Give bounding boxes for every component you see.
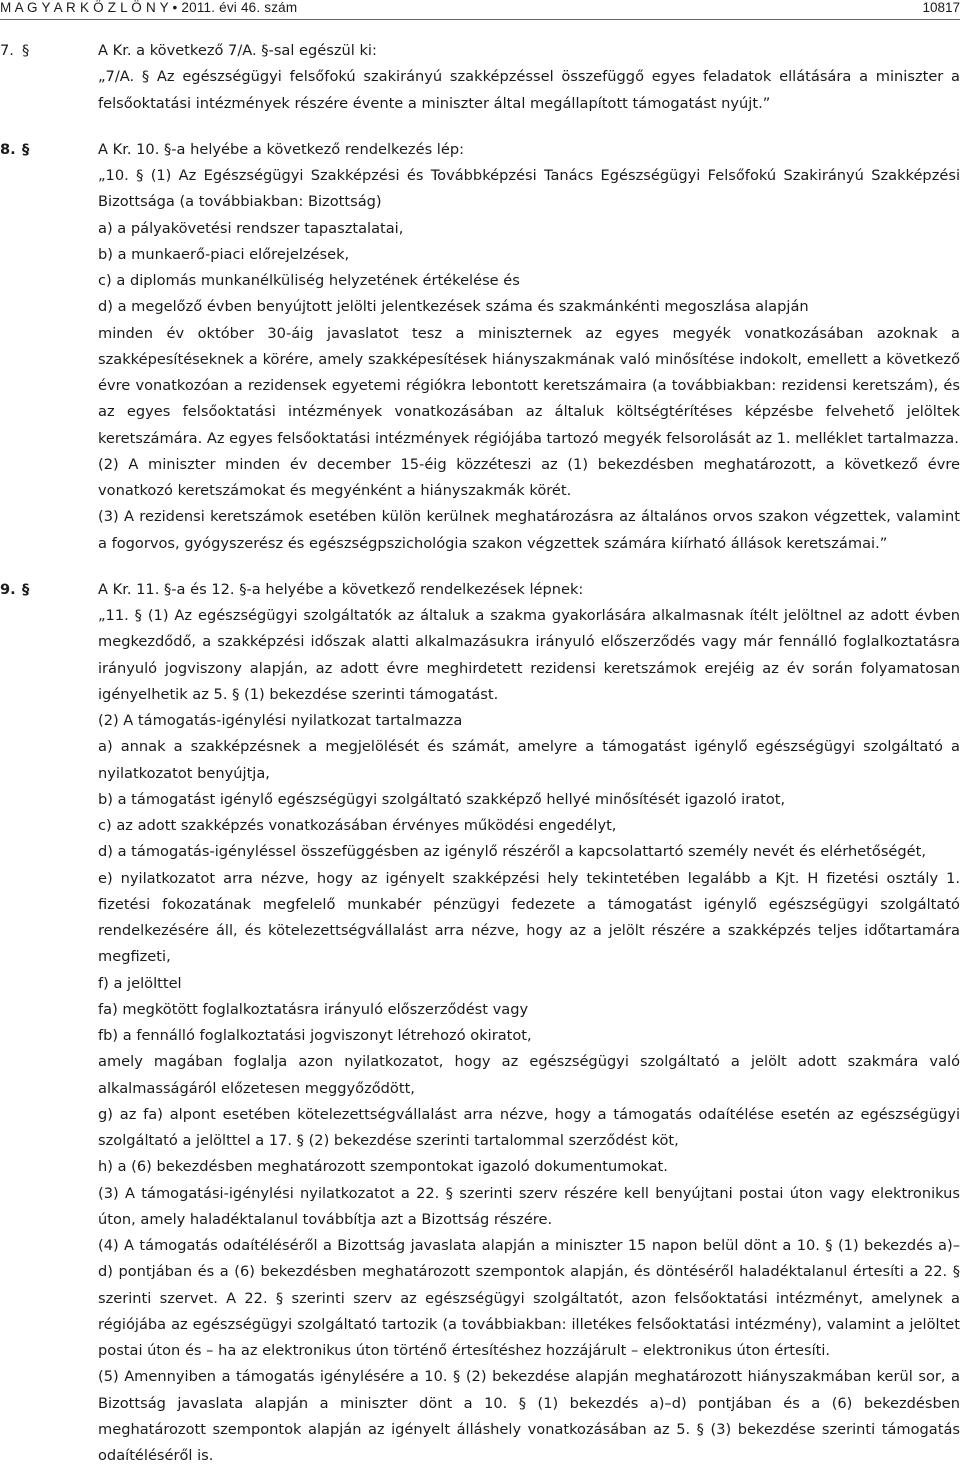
header-rule	[0, 19, 960, 20]
paragraph: c) az adott szakképzés vonatkozásában érvényes működési engedélyt,	[98, 817, 617, 834]
page-header	[0, 0, 960, 22]
paragraph: a) a pályakövetési rendszer tapasztalatai,	[98, 219, 404, 237]
paragraph: „7/A. § Az egészségügyi felsőfokú szakirányú szakképzéssel összefüggő egyes feladatok ellátására a miniszter a felsőoktatási intézmények részére évente a miniszter által megállapított támogatást nyújt.”	[98, 68, 960, 112]
paragraph: b) a támogatást igénylő egészségügyi szolgáltató szakképző hellyé minősítését igazoló iratot,	[98, 790, 786, 808]
section-lead: A Kr. 10. §-a helyébe a következő rendelkezés lép:	[98, 140, 465, 158]
journal-title: M A G Y A R K Ö Z L Ö N Y • 2011. évi 46. szám	[0, 0, 298, 15]
section-lead: A Kr. 11. §-a és 12. §-a helyébe a következő rendelkezések lépnek:	[98, 580, 584, 598]
paragraph: amely magában foglalja azon nyilatkozatot, hogy az egészségügyi szolgáltató a jelölt adott szakmára való alkalmasságáról előzetesen meggyőződött,	[98, 1053, 960, 1097]
section-mark: §	[22, 140, 30, 158]
page-number: 10817	[922, 0, 960, 15]
paragraph: b) a munkaerő-piaci előrejelzések,	[98, 245, 350, 263]
paragraph: c) a diplomás munkanélküliség helyzetének értékelése és	[98, 272, 520, 289]
paragraph: „10. § (1) Az Egészségügyi Szakképzési és Továbbképzési Tanács Egészségügyi Felsőfokú Szakirányú Szakképzési Bizottsága (a továbbiakban: Bizottság)	[98, 167, 960, 211]
paragraph: fa) megkötött foglalkoztatásra irányuló előszerződést vagy	[98, 1000, 529, 1018]
paragraph: (2) A támogatás-igénylési nyilatkozat tartalmazza	[98, 712, 463, 729]
paragraph: a) annak a szakképzésnek a megjelölését és számát, amelyre a támogatást igénylő egészségügyi szolgáltató a nyilatkozatot benyújtja,	[98, 738, 960, 782]
paragraph: (5) Amennyiben a támogatás igénylésére a 10. § (2) bekezdése alapján meghatározott hiányszakmában kerül sor, a Bizottság javaslata alapján a miniszter dönt a 10. § (1) bekezdés a)–d) pontjában és a (6) bekezdésben meghatározott szempontok alapján az igényelt álláshely vonatkozásában az 5. § (3) bekezdése szerinti támogatás odaítéléséről is.	[98, 1368, 960, 1464]
paragraph: minden év október 30-áig javaslatot tesz a miniszternek az egyes megyék vonatkozásában azoknak a szakképesítéseknek a körére, amely szakképesítések hiányszakmának való minősítése indokolt, emellett a következő évre vonatkozóan a rezidensek egyetemi régiókra lebontott keretszámaira (a továbbiakban: rezidensi keretszám), és az egyes felsőoktatási intézmények vonatkozásában az általuk költségtérítéses képzésbe felvehető jelöltek keretszámára. Az egyes felsőoktatási intézmények régiójába tartozó megyék felsorolását az 1. melléklet tartalmazza.	[98, 324, 960, 447]
paragraph: (3) A rezidensi keretszámok esetében külön kerülnek meghatározásra az általános orvos szakon végzettek, valamint a fogorvos, gyógyszerész és egészségpszichológia szakon végzettek számára kiírható állások keretszámai.”	[98, 508, 960, 552]
section-7	[0, 38, 960, 117]
paragraph: g) az fa) alpont esetében kötelezettségvállalást arra nézve, hogy a támogatás odaítélése esetén az egészségügyi szolgáltató a jelölttel a 17. § (2) bekezdése szerinti tartalommal szerződést köt,	[98, 1105, 960, 1149]
paragraph: (4) A támogatás odaítéléséről a Bizottság javaslata alapján a miniszter 15 napon belül dönt a 10. § (1) bekezdés a)–d) pontjában és a (6) bekezdésben meghatározott szempontok alapján, és döntéséről haladéktalanul értesíti a 22. § szerinti szervet. A 22. § szerinti szerv az egészségügyi szolgáltatót, azon felsőoktatási intézményt, amelynek a régiójába az egészségügyi szolgáltató tartozik (a továbbiakban: illetékes felsőoktatási intézmény), valamint a jelöltet postai úton és – ha az elektronikus úton történő értesítéshez hozzájárult – elektronikus úton értesíti.	[98, 1237, 960, 1359]
section-number: 9.	[0, 580, 16, 598]
section-lead: A Kr. a következő 7/A. §-sal egészül ki:	[98, 42, 377, 59]
section-mark: §	[22, 580, 30, 598]
paragraph: (3) A támogatási-igénylési nyilatkozatot a 22. § szerinti szerv részére kell benyújtani postai úton vagy elektronikus úton, amely haladéktalanul továbbítja azt a Bizottság részére.	[98, 1184, 960, 1228]
section-8	[0, 137, 960, 557]
paragraph: h) a (6) bekezdésben meghatározott szempontokat igazoló dokumentumokat.	[98, 1158, 668, 1176]
paragraph: (2) A miniszter minden év december 15-éig közzéteszi az (1) bekezdésben meghatározott, a következő évre vonatkozó keretszámokat és megyénként a hiányszakmák körét.	[98, 455, 960, 499]
document-body	[0, 38, 960, 1469]
section-9	[0, 577, 960, 1469]
section-mark: §	[22, 42, 30, 59]
paragraph: fb) a fennálló foglalkoztatási jogviszonyt létrehozó okiratot,	[98, 1027, 532, 1044]
paragraph: f) a jelölttel	[98, 974, 182, 992]
paragraph: d) a támogatás-igényléssel összefüggésben az igénylő részéről a kapcsolattartó személy nevét és elérhetőségét,	[98, 843, 927, 861]
paragraph: e) nyilatkozatot arra nézve, hogy az igényelt szakképzési hely tekintetében legalább a Kjt. H fizetési osztály 1. fizetési fokozatának megfelelő munkabér pénzügyi fedezete a támogatást igénylő egészségügyi szolgáltató rendelkezésére áll, és kötelezettségvállalást arra nézve, hogy az a jelölt részére a szakképzés teljes időtartamára megfizeti,	[98, 869, 960, 966]
section-number: 7.	[0, 42, 14, 59]
section-number: 8.	[0, 140, 16, 158]
paragraph: d) a megelőző évben benyújtott jelölti jelentkezések száma és szakmánkénti megoszlása alapján	[98, 298, 809, 316]
paragraph: „11. § (1) Az egészségügyi szolgáltatók az általuk a szakma gyakorlására alkalmasnak ítélt jelöltnel az adott évben megkezdődő, a szakképzési időszak alatti alkalmazásukra irányuló előszerződés vagy már fennálló foglalkoztatásra irányuló jogviszony alapján, az adott évre meghirdetett rezidensi keretszámok erejéig az év során folyamatosan igényelhetik az 5. § (1) bekezdése szerinti támogatást.	[98, 607, 960, 703]
